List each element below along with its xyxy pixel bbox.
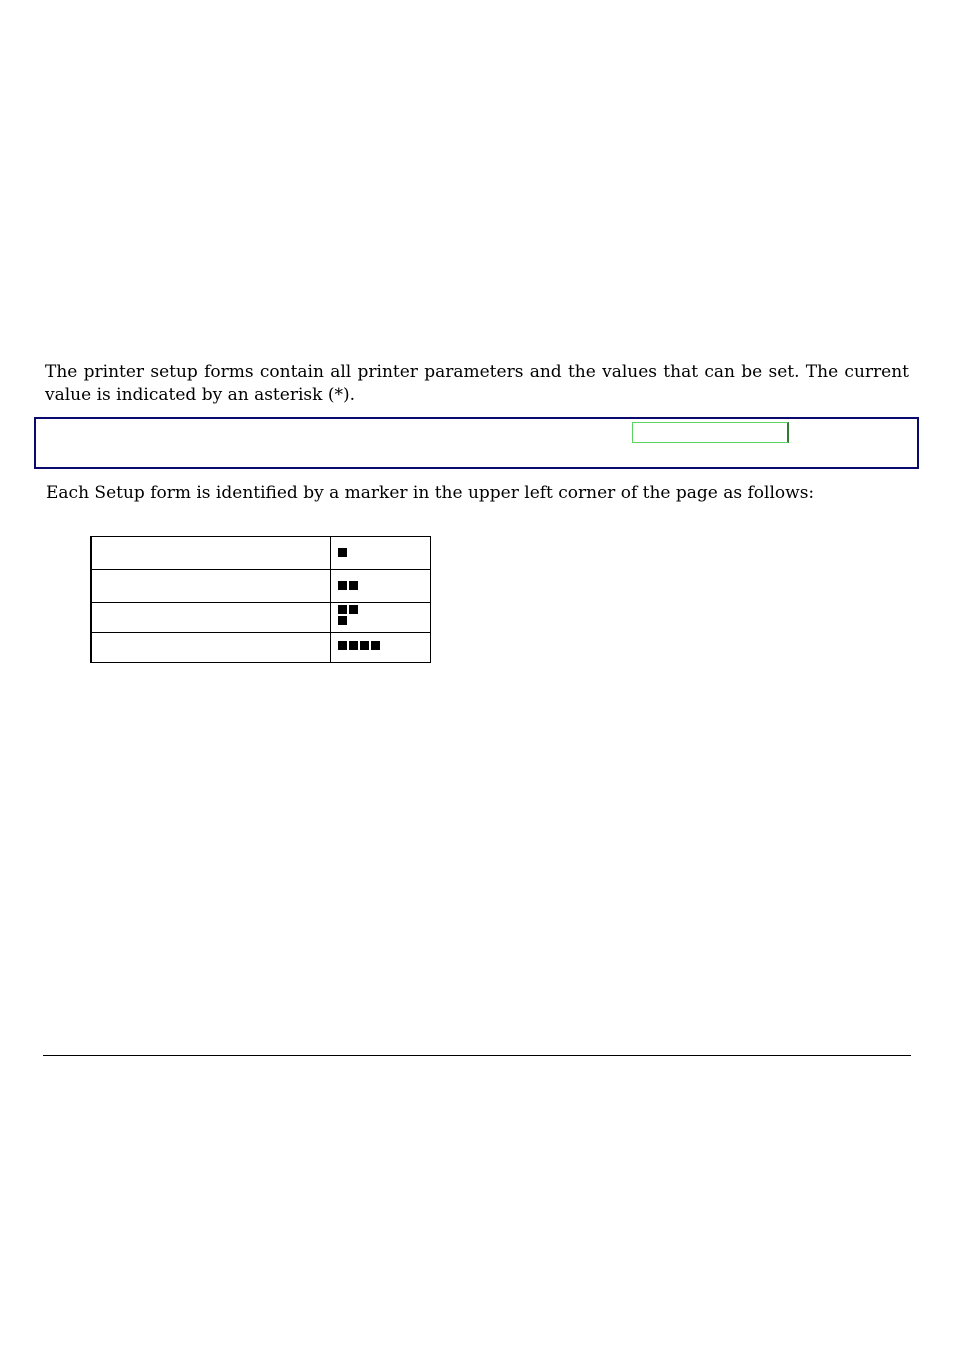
square-icon (338, 581, 347, 590)
form-name-cell (91, 570, 331, 603)
marker-cell (331, 633, 431, 663)
single-square-marker-icon (338, 537, 398, 557)
marker-cell (331, 570, 431, 603)
square-icon (338, 605, 347, 614)
square-icon (349, 605, 358, 614)
setup-form-marker-table (90, 536, 431, 663)
marker-cell (331, 537, 431, 570)
form-name-cell (91, 603, 331, 633)
quadruple-square-marker-icon (338, 633, 398, 653)
identify-paragraph: Each Setup form is identified by a marker in the upper left corner of the page as follows: (46, 483, 815, 503)
double-square-marker-icon (338, 570, 398, 590)
table-row (91, 633, 431, 663)
square-icon (371, 641, 380, 650)
square-icon (349, 641, 358, 650)
table-row (91, 570, 431, 603)
square-icon (338, 548, 347, 557)
square-icon (338, 616, 347, 625)
table-row (91, 537, 431, 570)
marker-cell (331, 603, 431, 633)
square-icon (338, 641, 347, 650)
square-icon (349, 581, 358, 590)
cross-reference-link[interactable] (632, 422, 789, 443)
intro-paragraph: The printer setup forms contain all printer parameters and the values that can be set. The current value is indicated by an asterisk (*). (45, 362, 909, 405)
table-row (91, 603, 431, 633)
form-name-cell (91, 633, 331, 663)
footer-divider (43, 1055, 911, 1056)
form-name-cell (91, 537, 331, 570)
note-box (34, 417, 919, 469)
square-icon (360, 641, 369, 650)
triple-square-marker-icon (338, 603, 398, 623)
